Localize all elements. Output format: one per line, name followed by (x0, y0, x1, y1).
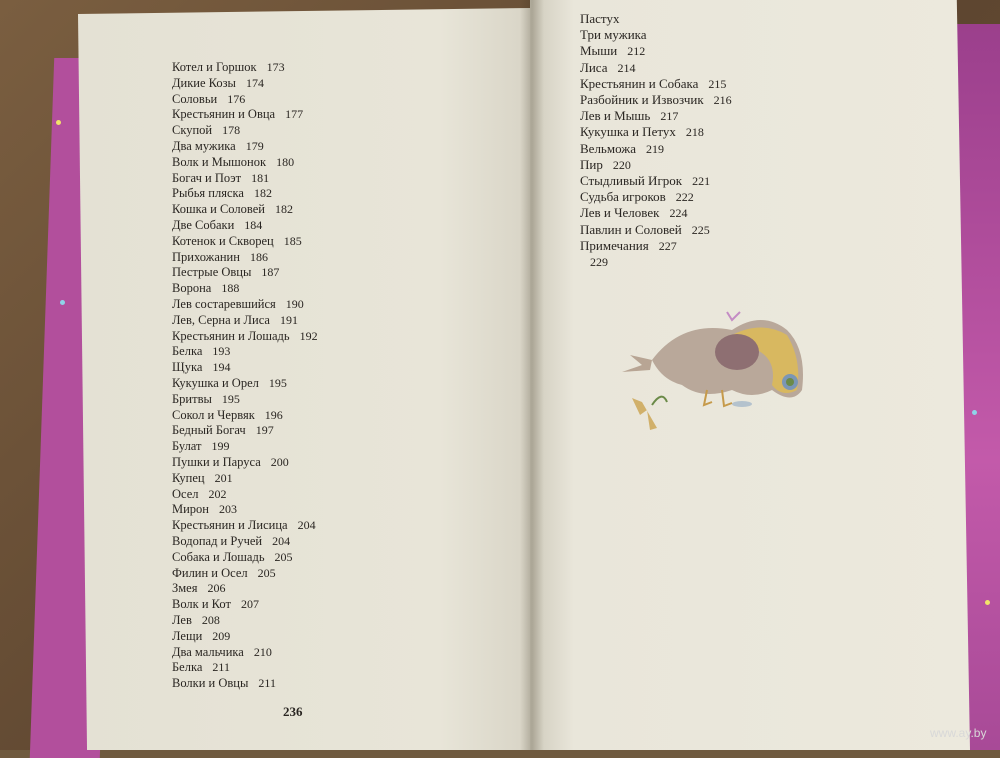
toc-entry (172, 90, 245, 106)
toc-entry-page: 182 (253, 186, 272, 201)
toc-entry (172, 453, 289, 469)
toc-entry-page: 208 (201, 613, 220, 627)
toc-entry (172, 469, 233, 485)
toc-entry-page: 218 (685, 125, 704, 140)
toc-entry (580, 42, 645, 58)
toc-entry-page: 195 (268, 376, 287, 390)
toc-entry-title: Бедный Богач (172, 423, 246, 438)
toc-entry-title: Мыши (580, 43, 618, 59)
toc-entry-page: 190 (285, 297, 304, 311)
toc-entry-page: 197 (255, 423, 274, 438)
book-gutter (520, 0, 544, 750)
toc-entry-title: Крестьянин и Овца (172, 107, 276, 122)
toc-entry-title: Два мальчика (172, 644, 244, 659)
toc-entry-title: Мирон (172, 502, 209, 517)
toc-entry-page: 188 (221, 281, 240, 296)
toc-entry (172, 564, 276, 580)
cover-dot (56, 120, 61, 125)
toc-entry-title: Соловьи (172, 91, 218, 106)
toc-entry (580, 10, 629, 26)
toc-entry-page: 217 (660, 109, 679, 124)
toc-entry-title: Павлин и Соловей (580, 221, 682, 237)
toc-entry-page: 196 (264, 407, 283, 422)
toc-entry-title: Лев и Мышь (580, 108, 651, 124)
toc-entry-page: 184 (244, 218, 263, 232)
toc-entry-page: 204 (272, 534, 291, 548)
toc-entry (172, 169, 269, 185)
toc-entry (172, 263, 279, 279)
toc-entry-title: Пастух (580, 11, 620, 26)
toc-entry-title: Крестьянин и Лошадь (172, 328, 290, 343)
toc-entry (580, 188, 694, 204)
toc-entry (172, 121, 240, 137)
toc-entry-title: Скупой (172, 123, 213, 138)
toc-entry (172, 279, 239, 295)
toc-entry-title: Кукушка и Петух (580, 124, 676, 140)
toc-entry-title: Примечания (580, 237, 649, 253)
toc-entry-page: 210 (253, 644, 272, 659)
toc-entry (172, 74, 264, 90)
toc-entry (172, 153, 294, 169)
toc-entry-page: 224 (669, 206, 688, 221)
toc-entry-title: Крестьянин и Лисица (172, 518, 288, 533)
toc-entry-title: Крестьянин и Собака (580, 75, 699, 91)
toc-entry-page: 185 (283, 233, 302, 248)
toc-entry (172, 532, 290, 548)
toc-entry (172, 390, 240, 406)
cover-dot (60, 300, 65, 305)
toc-entry (172, 137, 264, 153)
toc-entry-title: Волки и Овцы (172, 676, 249, 691)
toc-entry (172, 248, 268, 264)
toc-entry-page: 176 (227, 91, 246, 106)
toc-entry-page: 178 (222, 123, 241, 138)
toc-entry-title: Два мужика (172, 139, 236, 153)
toc-entry-title: Лиса (580, 59, 608, 75)
toc-entry-page: 211 (258, 676, 276, 691)
toc-entry-title: Ворона (172, 281, 212, 296)
toc-entry-page: 191 (279, 312, 298, 327)
toc-entry-page: 203 (219, 502, 237, 517)
toc-entry (172, 627, 230, 643)
toc-entry (172, 595, 259, 611)
toc-entry-page: 194 (212, 360, 231, 375)
toc-entry-title: Кукушка и Орел (172, 376, 259, 390)
toc-entry-page: 180 (276, 154, 295, 169)
toc-entry (172, 643, 272, 659)
toc-entry-title: Котенок и Скворец (172, 233, 274, 248)
toc-entry-page: 199 (211, 439, 230, 454)
toc-entry-title: Лещи (172, 628, 203, 643)
toc-entry (172, 184, 272, 200)
toc-entry-page: 215 (708, 76, 727, 91)
page-number: 236 (283, 704, 303, 719)
toc-entry-page: 219 (646, 141, 665, 156)
toc-entry (580, 123, 704, 139)
toc-entry-page: 211 (212, 660, 230, 675)
toc-entry (172, 295, 304, 311)
toc-entry-page: 225 (691, 222, 710, 237)
toc-entry-title: Вельможа (580, 140, 637, 156)
toc-entry-page: 205 (274, 549, 293, 564)
toc-entry-title: Купец (172, 470, 205, 485)
toc-entry-page: 206 (207, 581, 226, 596)
toc-entry-page: 205 (257, 565, 276, 580)
toc-entry-title: Богач и Поэт (172, 170, 242, 185)
toc-entry (172, 358, 230, 374)
toc-entry-title: Бритвы (172, 391, 212, 406)
toc-entry-title: Рыбья пляска (172, 186, 244, 201)
toc-entry-page: 220 (612, 157, 631, 172)
toc-entry-page: 227 (658, 238, 677, 253)
toc-entry (172, 674, 276, 690)
toc-entry-title: Белка (172, 660, 203, 675)
toc-entry-title: Дикие Козы (172, 75, 236, 90)
toc-entry-page: 216 (713, 93, 732, 107)
toc-entry (172, 485, 227, 501)
toc-entry (172, 611, 220, 627)
toc-entry-title: Три мужика (580, 27, 647, 43)
toc-entry (172, 232, 302, 248)
toc-entry-page: 174 (245, 75, 264, 90)
toc-entry (580, 172, 710, 188)
toc-entry-title: Осел (172, 486, 199, 501)
toc-entry-page: 173 (266, 60, 285, 74)
toc-entry (580, 253, 608, 269)
toc-entry-page: 192 (299, 328, 318, 343)
bird-illustration (612, 290, 822, 440)
toc-entry-page: 186 (249, 249, 268, 264)
watermark: www.ay.by (930, 726, 987, 740)
toc-entry-title: Водопад и Ручей (172, 534, 263, 548)
toc-entry-title: Лев состаревшийся (172, 297, 276, 311)
toc-entry (580, 75, 726, 91)
toc-entry (172, 516, 316, 532)
toc-entry (580, 237, 677, 253)
toc-entry-title: Собака и Лошадь (172, 549, 265, 564)
toc-entry-page: 193 (212, 344, 231, 359)
toc-entry (172, 327, 318, 343)
cover-dot (985, 600, 990, 605)
toc-entry-title: Филин и Осел (172, 565, 248, 580)
toc-entry-page: 177 (285, 107, 304, 122)
toc-entry (172, 579, 225, 595)
toc-entry-page: 179 (245, 139, 264, 153)
toc-entry (172, 406, 283, 422)
toc-entry (580, 107, 678, 123)
toc-entry-page: 202 (208, 486, 227, 501)
toc-entry-page: 204 (297, 518, 316, 533)
toc-entry-page: 187 (261, 265, 280, 280)
toc-entry-title: Пестрые Овцы (172, 265, 252, 280)
toc-entry-title: Разбойник и Извозчик (580, 92, 704, 107)
toc-entry (580, 26, 657, 42)
toc-entry-title: Судьба игроков (580, 189, 666, 205)
toc-entry (172, 374, 287, 390)
toc-entry-page: 181 (251, 170, 270, 185)
toc-entry (172, 58, 285, 74)
toc-entry-page: 209 (212, 628, 231, 643)
toc-entry (172, 658, 230, 674)
toc-entry-page: 221 (692, 174, 711, 188)
toc-entry-page: 195 (221, 391, 240, 406)
left-page (78, 8, 530, 750)
toc-entry-title: Прихожанин (172, 249, 240, 264)
toc-entry-page: 212 (627, 44, 646, 59)
toc-entry-title: Сокол и Червяк (172, 407, 255, 422)
cover-dot (972, 410, 977, 415)
toc-entry-page: 182 (274, 202, 293, 217)
toc-entry (172, 311, 298, 327)
toc-entry-page: 229 (590, 255, 608, 269)
toc-entry-title: Пир (580, 156, 603, 172)
toc-entry (172, 500, 237, 516)
toc-entry-title: Белка (172, 344, 203, 359)
toc-entry-page: 207 (240, 597, 259, 612)
toc-entry-title: Лев и Человек (580, 205, 660, 221)
toc-entry-title: Щука (172, 360, 203, 375)
toc-entry-page: 214 (617, 60, 636, 75)
toc-entry-page: 201 (214, 470, 233, 485)
toc-entry-page: 200 (270, 455, 289, 469)
toc-entry (580, 221, 710, 237)
toc-entry (172, 437, 230, 453)
toc-entry (172, 421, 274, 437)
toc-entry-title: Лев, Серна и Лиса (172, 312, 270, 327)
toc-entry (172, 342, 230, 358)
toc-entry-title: Булат (172, 439, 202, 454)
toc-entry (580, 91, 732, 107)
toc-entry-title: Волк и Мышонок (172, 154, 267, 169)
toc-entry (580, 204, 687, 220)
toc-entry (172, 548, 293, 564)
toc-entry (580, 156, 631, 172)
toc-entry (580, 59, 635, 75)
toc-entry-title: Стыдливый Игрок (580, 173, 683, 188)
toc-entry-title: Кошка и Соловей (172, 202, 265, 217)
toc-entry-title: Лев (172, 613, 192, 627)
toc-entry-title: Волк и Кот (172, 597, 231, 612)
toc-entry-title: Змея (172, 581, 198, 596)
toc-entry-page: 222 (675, 190, 694, 205)
toc-entry-title: Пушки и Паруса (172, 455, 261, 469)
toc-entry (172, 105, 303, 121)
toc-entry (172, 216, 262, 232)
toc-entry-title: Котел и Горшок (172, 60, 257, 74)
toc-entry (580, 140, 664, 156)
toc-entry (172, 200, 293, 216)
toc-entry-title: Две Собаки (172, 218, 235, 232)
